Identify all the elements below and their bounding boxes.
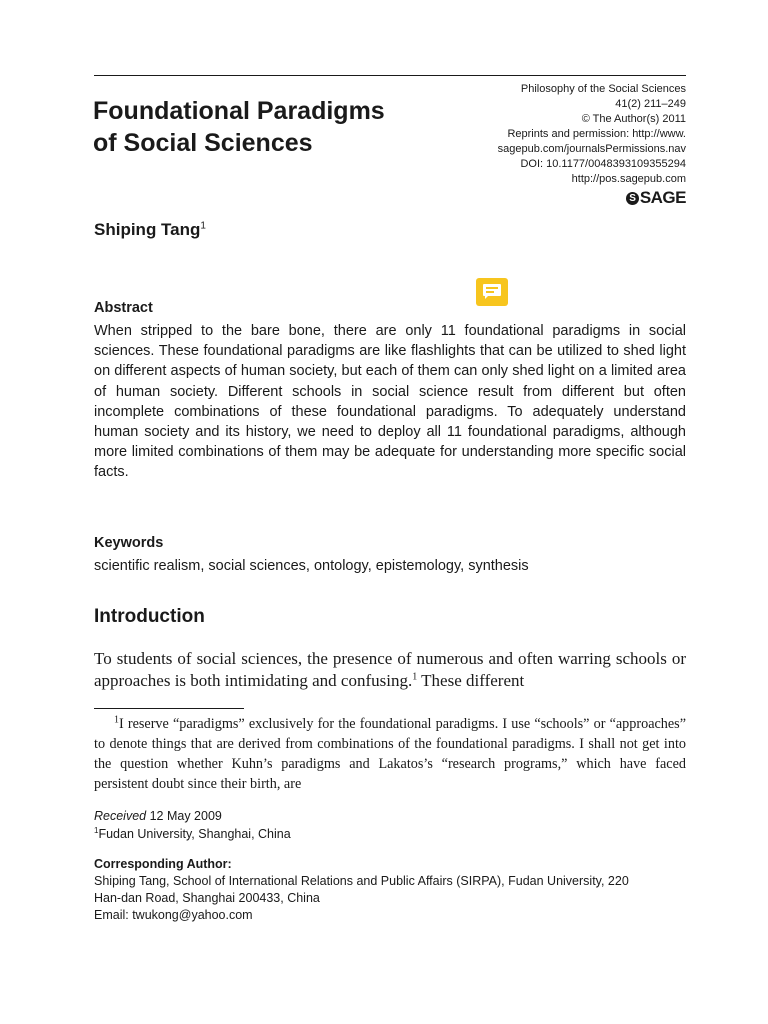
- abstract-label: Abstract: [94, 300, 153, 316]
- journal-reprints-line1: Reprints and permission: http://www.: [507, 128, 686, 140]
- journal-copyright: © The Author(s) 2011: [581, 113, 686, 125]
- footnote-rule: [94, 708, 244, 709]
- footnote-text: I reserve “paradigms” exclusively for the foundational paradigms. I use “schools” or “approaches” to denote things that are derived from combinations of the foundational paradigms. I shall not get into the question whether Kuhn’s paradigms and Lakatos’s “research programs,” which have faced persistent doubt since their birth, are: [94, 716, 686, 792]
- article-title: [93, 95, 473, 159]
- corresponding-author-line1: Shiping Tang, School of International Relations and Public Affairs (SIRPA), Fudan University, 220: [94, 874, 629, 888]
- introduction-heading: Introduction: [94, 606, 205, 627]
- author-name-text: Shiping Tang: [94, 220, 201, 239]
- author-name: [94, 218, 206, 242]
- keywords-text: scientific realism, social sciences, ontology, epistemology, synthesis: [94, 558, 529, 574]
- journal-name: Philosophy of the Social Sciences: [520, 83, 686, 95]
- corresponding-author-label: Corresponding Author:: [94, 857, 232, 871]
- footnote: [94, 714, 686, 794]
- journal-reprints-line2: sagepub.com/journalsPermissions.nav: [497, 143, 686, 155]
- introduction-text-part1: To students of social sciences, the presence of numerous and often warring schools or approaches is both intimidating and confusing.: [94, 649, 686, 690]
- journal-doi: DOI: 10.1177/0048393109355294: [520, 158, 686, 170]
- article-title-line1: Foundational Paradigms: [93, 97, 385, 125]
- journal-url: http://pos.sagepub.com: [571, 173, 686, 185]
- introduction-text: [94, 648, 686, 691]
- journal-volume-pages: 41(2) 211–249: [615, 98, 686, 110]
- keywords-label: Keywords: [94, 535, 164, 551]
- corresponding-author-email[interactable]: Email: twukong@yahoo.com: [94, 908, 253, 922]
- received-date: [94, 807, 222, 825]
- sage-logo-text: SAGE: [639, 188, 686, 207]
- author-affiliation: [94, 825, 291, 843]
- affiliation-sup: 1: [94, 825, 99, 835]
- footnote-ref-sup[interactable]: 1: [412, 670, 418, 682]
- author-affiliation-sup: 1: [200, 220, 206, 232]
- affiliation-text: Fudan University, Shanghai, China: [98, 827, 291, 841]
- sage-logo: [426, 188, 686, 208]
- note-comment-icon[interactable]: [476, 278, 508, 306]
- sage-logo-mark-icon: S: [626, 192, 639, 205]
- top-rule: [94, 75, 686, 76]
- footnote-number: 1: [114, 714, 119, 726]
- abstract-text: When stripped to the bare bone, there are only 11 foundational paradigms in social sciences. These foundational paradigms are like flashlights that can be utilized to shed light on different aspects of human society, but each of them can only shed light on a limited area of human society. Different schools in social science result from different but often incomplete combinations of these foundational paradigms. To adequately understand human society and its history, we need to deploy all 11 foundational paradigms, although more limited combinations of them may be adequate for understanding more specific social facts.: [94, 323, 686, 481]
- introduction-text-part2: These different: [417, 670, 525, 690]
- note-bubble-tail: [485, 295, 489, 299]
- corresponding-author-details: [94, 873, 694, 924]
- article-title-line2: of Social Sciences: [93, 129, 313, 157]
- received-date-value: 12 May 2009: [146, 809, 222, 823]
- received-label: Received: [94, 809, 147, 823]
- corresponding-author-line2: Han-dan Road, Shanghai 200433, China: [94, 891, 320, 905]
